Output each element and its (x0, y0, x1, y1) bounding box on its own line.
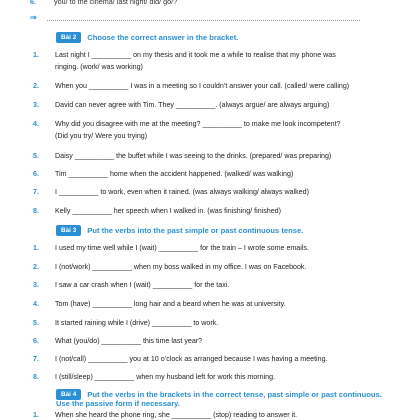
item-number: 3. (33, 101, 39, 109)
item-line: It started raining while I (drive) __________ to work. (55, 319, 219, 327)
item-line: David can never agree with Tim. They __________. (always argue/ are always arguing) (55, 101, 330, 109)
item-number: 1. (33, 411, 39, 419)
section-title: Choose the correct answer in the bracket. (87, 33, 239, 42)
section-title-line-2: Use the passive form if necessary. (56, 399, 180, 408)
item-line: I saw a car crash when I (wait) __________ for the taxi. (55, 281, 230, 289)
item-number: 1. (33, 244, 39, 252)
answer-line (30, 12, 360, 22)
item-line: Daisy __________ the buffet while I was seeing to the drinks. (prepared/ was preparing) (55, 152, 332, 160)
item-line: Last night I __________ on my thesis and it took me a while to realise that my phone was (55, 51, 336, 59)
item-text: you/ to the cinema/ last night/ did/ go/? (54, 0, 178, 6)
item-number: 2. (33, 263, 39, 271)
section-3-header (56, 225, 303, 236)
item-line: I (still/sleep) __________ when my husband left for work this morning. (55, 373, 276, 381)
item-number: 5. (33, 152, 39, 160)
item-number: 3. (33, 281, 39, 289)
item-number: 8. (33, 207, 39, 215)
section-badge: Bài 3 (56, 225, 81, 236)
item-line: When you __________ I was in a meeting so I couldn’t answer your call. (called/ were calling) (55, 82, 350, 90)
section-title: Put the verbs in the brackets in the correct tense, past simple or past continuous. (87, 390, 382, 399)
section-badge: Bài 4 (56, 389, 81, 400)
top-item-6 (30, 0, 177, 6)
item-line: When she heard the phone ring, she __________ (stop) reading to answer it. (55, 411, 298, 419)
item-number: 8. (33, 373, 39, 381)
item-line: Tim __________ home when the accident happened. (walked/ was walking) (55, 170, 294, 178)
item-line: I (not/work) __________ when my boss walked in my office. I was on Facebook. (55, 263, 307, 271)
item-line: I (not/call) __________ you at 10 o’clock as arranged because I was having a meeting. (55, 355, 328, 363)
item-number: 1. (33, 51, 39, 59)
item-number: 4. (33, 300, 39, 308)
dotted-answer-line (47, 14, 360, 21)
item-number: 5. (33, 319, 39, 327)
item-line: Tom (have) __________ long hair and a beard when he was at university. (55, 300, 286, 308)
item-line: What (you/do) __________ this time last year? (55, 337, 203, 345)
item-line: I __________ to work, even when it rained. (was always walking/ always walked) (55, 188, 309, 196)
item-number: 6. (33, 170, 39, 178)
item-number: 7. (33, 355, 39, 363)
item-line-2: (Did you try/ Were you trying) (55, 132, 148, 140)
section-2-header (56, 32, 238, 43)
section-badge: Bài 2 (56, 32, 81, 43)
item-line: Why did you disagree with me at the meeting? __________ to make me look incompetent? (55, 120, 341, 128)
item-number: 6. (30, 0, 36, 6)
item-line: I used my time well while I (wait) __________ for the train – I wrote some emails. (55, 244, 309, 252)
item-line-2: ringing. (work/ was working) (55, 63, 143, 71)
item-number: 6. (33, 337, 39, 345)
item-number: 2. (33, 82, 39, 90)
item-number: 4. (33, 120, 39, 128)
arrow-icon: ⇒ (30, 12, 37, 22)
item-line: Kelly __________ her speech when I walked in. (was finishing/ finished) (55, 207, 281, 215)
item-number: 7. (33, 188, 39, 196)
section-title: Put the verbs into the past simple or past continuous tense. (87, 226, 304, 235)
